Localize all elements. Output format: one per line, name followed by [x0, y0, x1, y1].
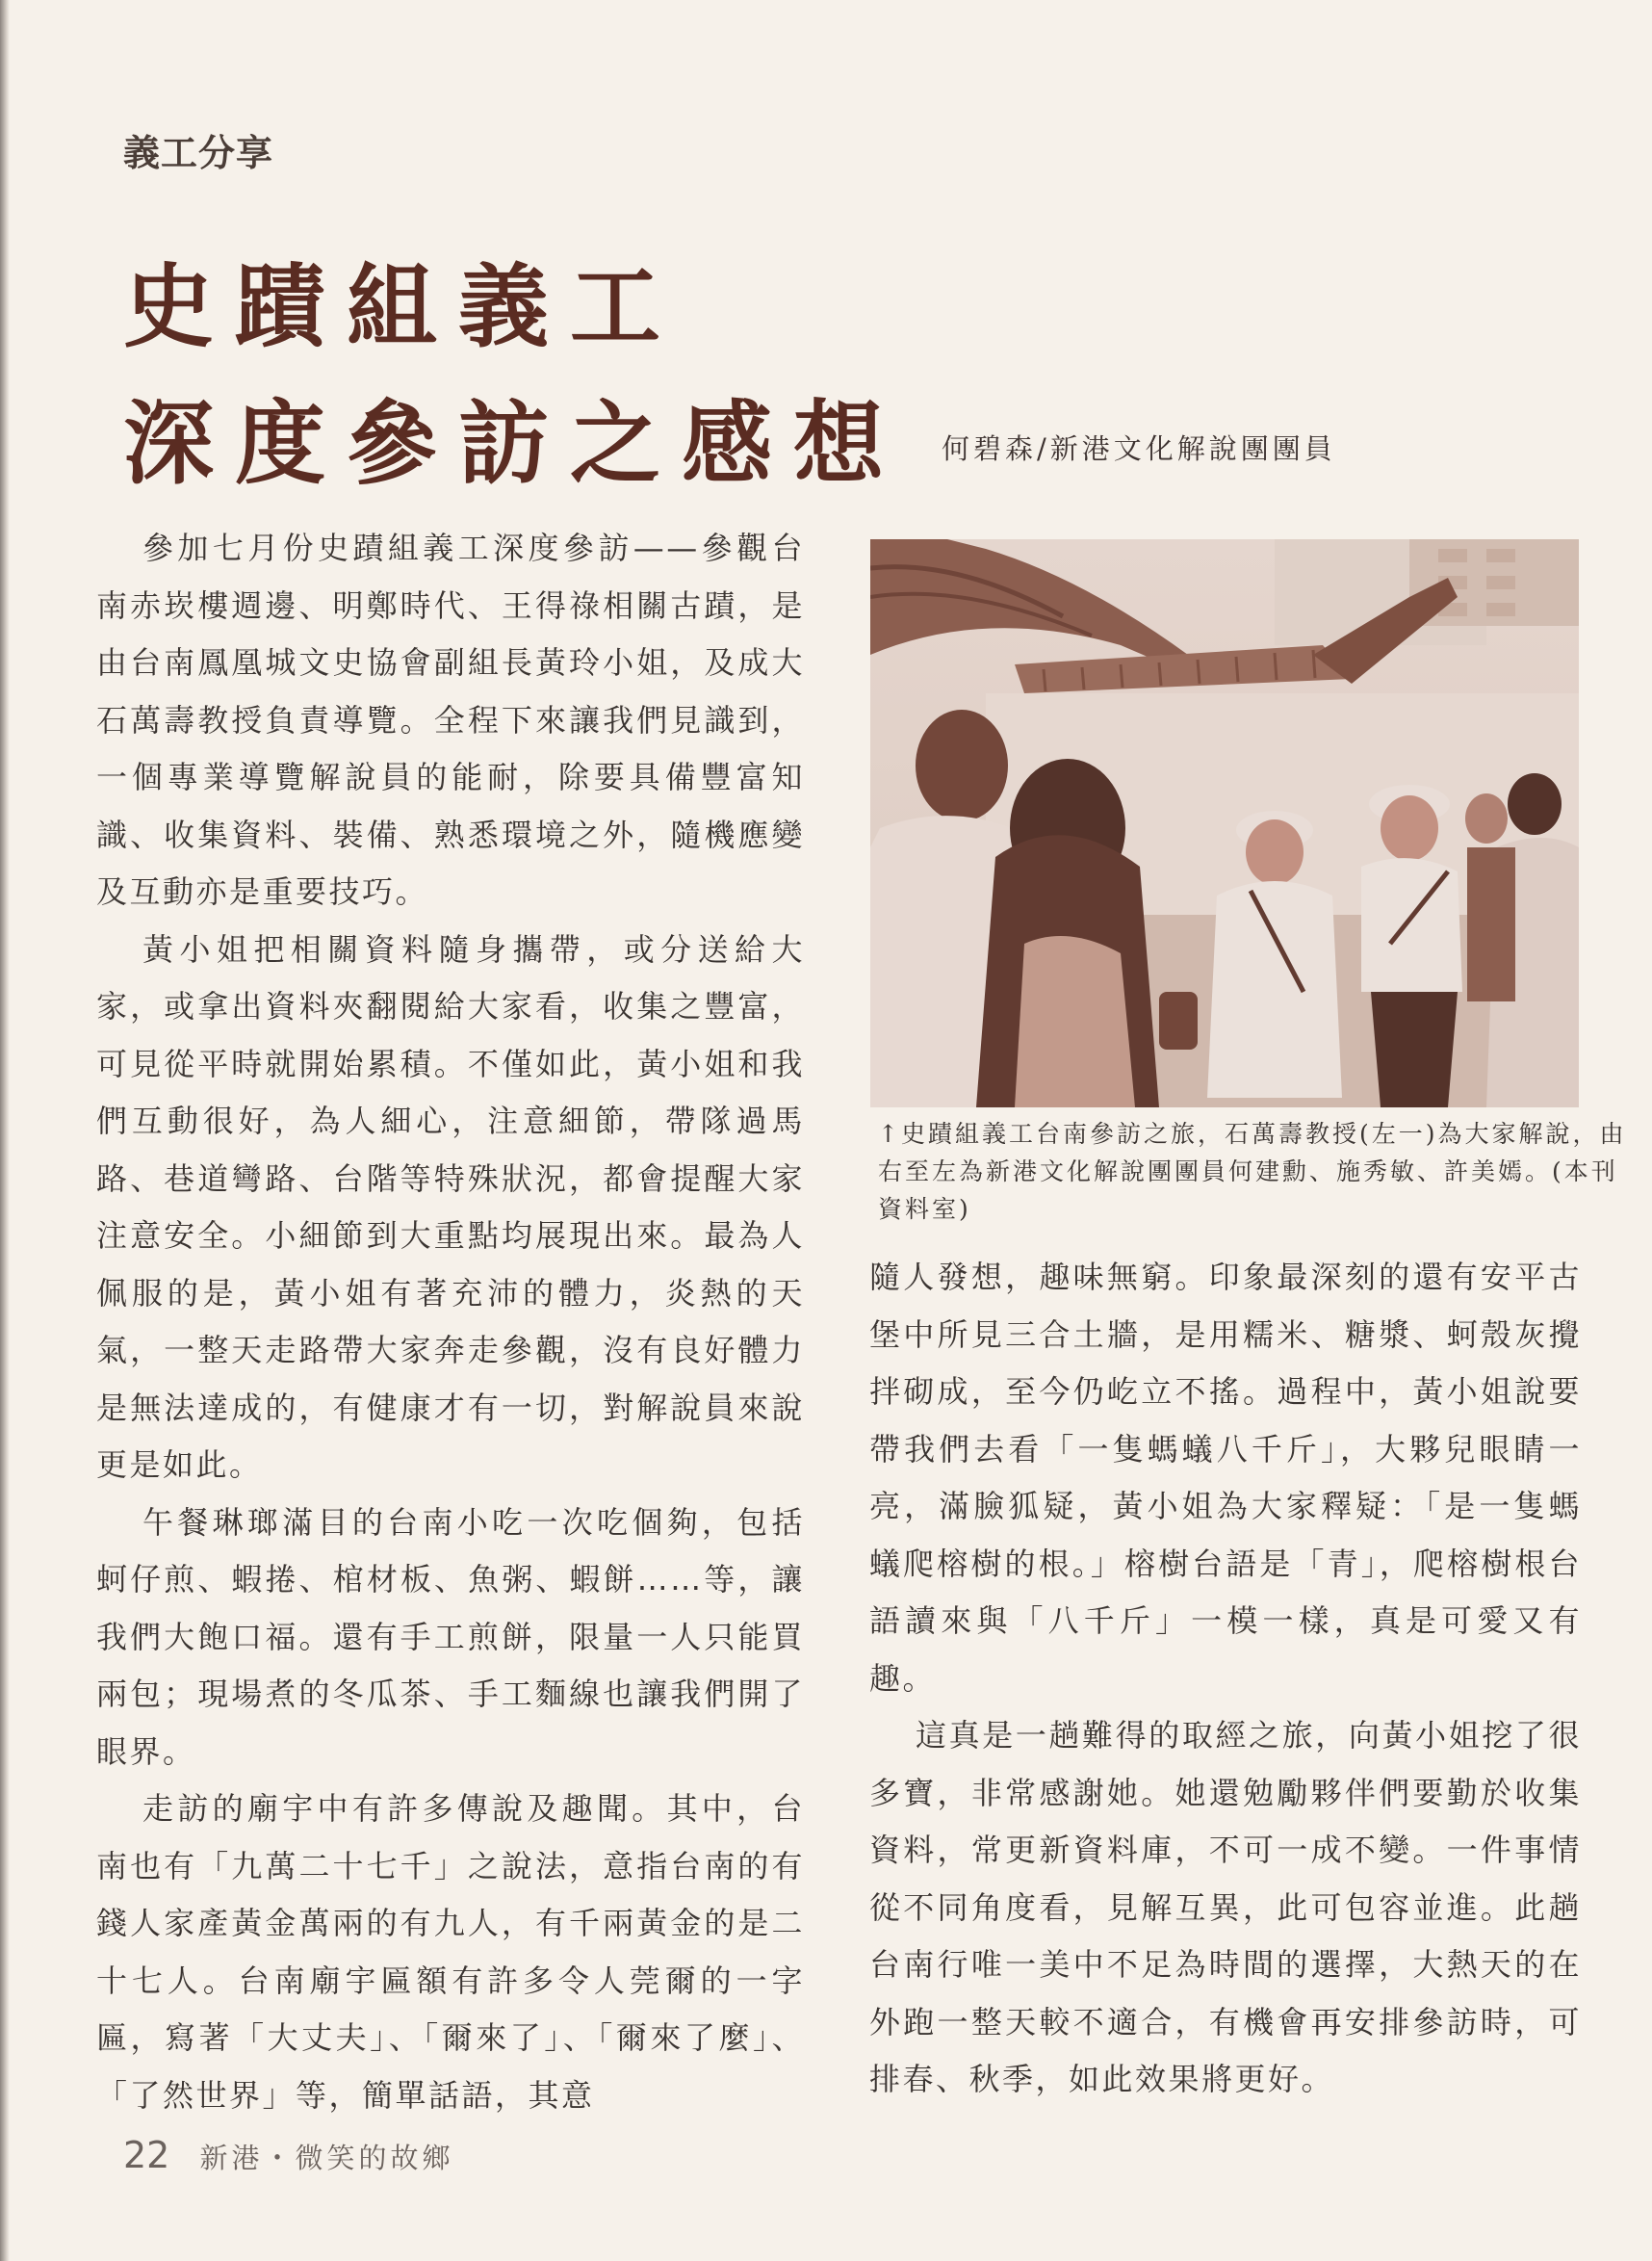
page-footer: [123, 2134, 453, 2176]
article-right-column: [869, 1249, 1582, 2109]
group-photo: [870, 539, 1579, 1107]
title-line-2: 深度參訪之感想: [123, 391, 906, 497]
section-label: 義工分享: [123, 132, 274, 174]
photo-caption: ↑史蹟組義工台南參訪之旅，石萬壽教授(左一)為大家解說，由右至左為新港文化解說團團員何建勳、施秀敏、許美嫣。(本刊資料室): [878, 1120, 1627, 1223]
paragraph-1: 參加七月份史蹟組義工深度參訪——參觀台南赤崁樓週邊、明鄭時代、王得祿相關古蹟，是由台南鳳凰城文史協會副組長黃玲小姐，及成大石萬壽教授負責導覽。全程下來讓我們見識到，一個專業導覽解說員的能耐，除要具備豐富知識、收集資料、裝備、熟悉環境之外，隨機應變及互動亦是重要技巧。: [96, 530, 805, 910]
paragraph-4: 走訪的廟宇中有許多傳說及趣聞。其中，台南也有「九萬二十七千」之說法，意指台南的有錢人家產黃金萬兩的有九人，有千兩黃金的是二十七人。台南廟宇匾額有許多令人莞爾的一字匾，寫著「大丈夫」、「爾來了」、「爾來了麼」、「了然世界」等，簡單話語，其意: [96, 1790, 805, 2114]
paragraph-2: 黃小姐把相關資料隨身攜帶，或分送給大家，或拿出資料夾翻閱給大家看，收集之豐富，可見從平時就開始累積。不僅如此，黃小姐和我們互動很好，為人細心，注意細節，帶隊過馬路、巷道彎路、台階等特殊狀況，都會提醒大家注意安全。小細節到大重點均展現出來。最為人佩服的是，黃小姐有著充沛的體力，炎熱的天氣，一整天走路帶大家奔走參觀，沒有良好體力是無法達成的，有健康才有一切，對解說員來說更是如此。: [96, 930, 805, 1483]
paragraph-3: 午餐琳瑯滿目的台南小吃一次吃個夠，包括蚵仔煎、蝦捲、棺材板、魚粥、蝦餅……等，讓我們大飽口福。還有手工煎餅，限量一人只能買兩包；現場煮的冬瓜茶、手工麵線也讓我們開了眼界。: [96, 1503, 805, 1770]
publication-name: 新港・微笑的故鄉: [199, 2142, 454, 2174]
title-line-1: 史蹟組義工: [123, 254, 683, 360]
article-title: [123, 239, 905, 512]
paragraph-5: 這真是一趟難得的取經之旅，向黃小姐挖了很多寶，非常感謝她。她還勉勵夥伴們要勤於收集資料，常更新資料庫，不可一成不變。一件事情從不同角度看，見解互異，此可包容並進。此趟台南行唯一美中不足為時間的選擇，大熱天的在外跑一整天較不適合，有機會再安排參訪時，可排春、秋季，如此效果將更好。: [869, 1717, 1582, 2097]
page-number: 22: [123, 2134, 170, 2176]
author-byline: 何碧森/新港文化解說團團員: [942, 432, 1336, 465]
binding-edge: [0, 0, 10, 2261]
group-photo-illustration: [870, 539, 1579, 1107]
paragraph-continuation: 隨人發想，趣味無窮。印象最深刻的還有安平古堡中所見三合土牆，是用糯米、糖漿、蚵殼灰攪拌砌成，至今仍屹立不搖。過程中，黃小姐說要帶我們去看「一隻螞蟻八千斤」，大夥兒眼睛一亮，滿臉狐疑，黃小姐為大家釋疑：「是一隻螞蟻爬榕樹的根。」榕樹台語是「青」，爬榕樹根台語讀來與「八千斤」一模一樣，真是可愛又有趣。: [869, 1259, 1582, 1697]
article-left-column: [96, 520, 805, 2124]
